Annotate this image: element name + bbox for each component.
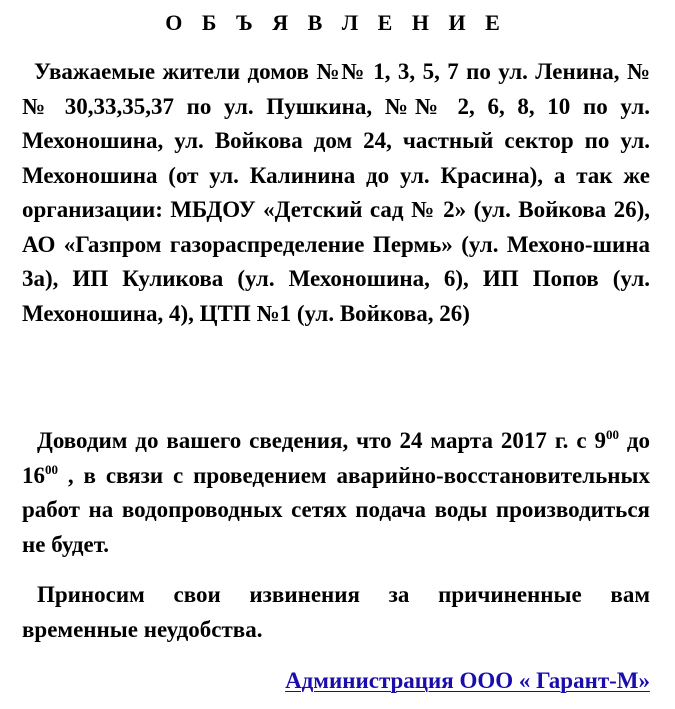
residents-address-paragraph: Уважаемые жители домов №№ 1, 3, 5, 7 по ул. Ленина, №№ 30,33,35,37 по ул. Пушкина, №№ 2, 6, 8, 10 по ул. Мехоношина, ул. Войкова дом 24, частный сектор по ул. Мехоношина (от ул. Калинина до ул. Красина), а так же организации: МБДОУ «Детский сад № 2» (ул. Войкова 26), АО «Газпром газораспределение Пермь» (ул. Мехоно-шина 3а), ИП Куликова (ул. Мехоношина, 6), ИП Попов (ул. Мехоношина, 4), ЦТП №1 (ул. Войкова, 26) bbox=[22, 59, 650, 326]
water-outage-paragraph bbox=[22, 424, 650, 562]
outage-intro-text: Доводим до вашего сведения, что 24 марта 2017 г. с 9 bbox=[37, 428, 606, 453]
outage-reason-text: , в связи с проведением аварийно-восстановительных работ на водопроводных сетях подача воды производиться не будет. bbox=[22, 462, 650, 557]
apology-paragraph: Приносим свои извинения за причиненные вам временные неудобства. bbox=[22, 582, 650, 642]
administration-signature-link[interactable]: Администрация ООО « Гарант-М» bbox=[285, 668, 650, 693]
time-to-superscript: 00 bbox=[45, 461, 58, 477]
time-from-superscript: 00 bbox=[605, 427, 619, 442]
outage-middle-text: до 16 bbox=[22, 428, 650, 488]
announcement-title: О Б Ъ Я В Л Е Н И Е bbox=[165, 10, 507, 35]
